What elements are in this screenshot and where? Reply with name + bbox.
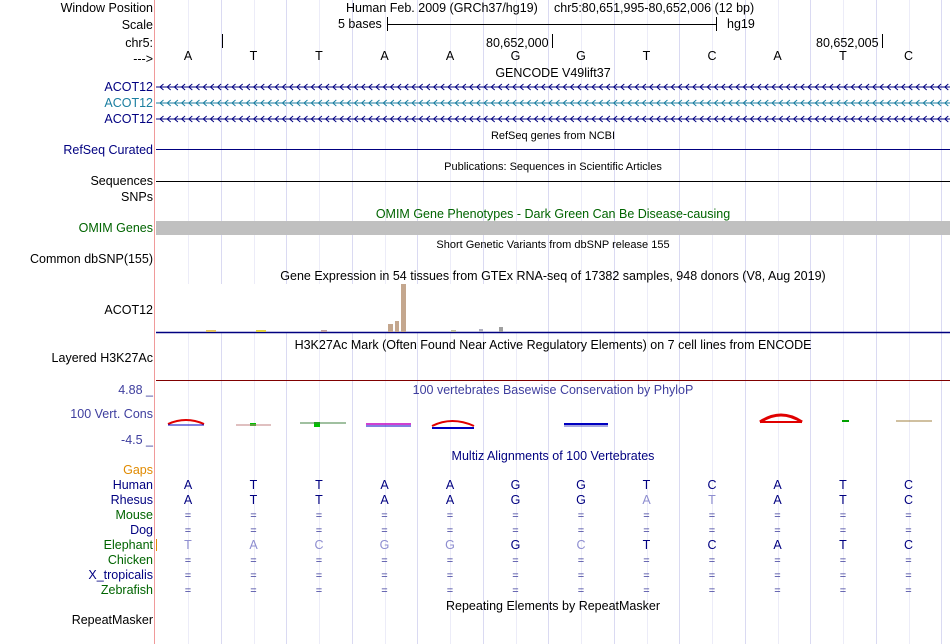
reference-base: T xyxy=(642,49,651,63)
aligned-base: = xyxy=(774,570,781,582)
gtex-bar-small-5 xyxy=(321,330,327,332)
reference-base: A xyxy=(773,49,782,63)
phylop-peak-1 xyxy=(168,420,204,424)
aligned-base: = xyxy=(184,510,192,522)
h3k27ac-baseline[interactable] xyxy=(156,380,950,381)
aligned-base: = xyxy=(708,585,716,597)
aligned-base: = xyxy=(315,510,323,522)
aligned-base: C xyxy=(707,478,717,492)
aligned-base: = xyxy=(446,555,454,567)
gtex-bar-small-3 xyxy=(206,330,216,332)
species-label[interactable]: Dog xyxy=(130,523,153,537)
phylop-min-label: -4.5 _ xyxy=(121,433,153,447)
aligned-base: = xyxy=(250,510,257,522)
aligned-base: C xyxy=(314,538,324,552)
aligned-base: = xyxy=(839,555,847,567)
aligned-base: C xyxy=(903,478,914,492)
track-title-omim: OMIM Gene Phenotypes - Dark Green Can Be Disease-causing xyxy=(375,207,731,221)
aligned-base: A xyxy=(249,538,258,552)
aligned-base: = xyxy=(250,570,257,582)
aligned-base: T xyxy=(249,478,258,492)
track-title-multiz: Multiz Alignments of 100 Vertebrates xyxy=(451,449,655,463)
aligned-base: = xyxy=(708,510,716,522)
publications-line[interactable] xyxy=(156,181,950,182)
aligned-base: = xyxy=(381,555,388,567)
label-window-position: Window Position xyxy=(60,1,153,15)
gtex-bar-testis xyxy=(401,284,406,332)
aligned-base: A xyxy=(773,478,782,492)
label-gtex[interactable]: ACOT12 xyxy=(104,303,153,317)
gtex-expression-plot[interactable] xyxy=(156,284,950,334)
aligned-base: A xyxy=(183,478,193,492)
aligned-base: = xyxy=(774,525,781,537)
gtex-bar-small-2 xyxy=(479,329,483,332)
track-title-gtex: Gene Expression in 54 tissues from GTEx RNA-seq of 17382 samples, 948 donors (V8, Aug 2019) xyxy=(280,269,826,283)
coord-tick-a xyxy=(552,34,553,48)
aligned-base: = xyxy=(381,510,388,522)
aligned-base: = xyxy=(905,555,912,567)
aligned-base: C xyxy=(576,538,586,552)
aligned-base: A xyxy=(380,493,389,507)
gene-model-1[interactable] xyxy=(156,82,950,92)
reference-base: G xyxy=(510,49,521,63)
aligned-base: = xyxy=(905,525,912,537)
aligned-base: = xyxy=(512,510,519,522)
aligned-base: A xyxy=(773,538,782,552)
gtex-plot-background xyxy=(156,284,536,332)
label-gene-1[interactable]: ACOT12 xyxy=(104,80,153,94)
aligned-base: T xyxy=(839,478,847,492)
aligned-base: G xyxy=(510,478,521,492)
gtex-bar-kidney xyxy=(395,321,399,332)
aligned-base: = xyxy=(184,585,192,597)
elephant-gap-marker xyxy=(156,539,157,551)
track-title-gencode: GENCODE V49lift37 xyxy=(495,66,611,80)
aligned-base: = xyxy=(577,510,585,522)
reference-base: C xyxy=(903,49,914,63)
aligned-base: = xyxy=(708,525,716,537)
species-label[interactable]: Mouse xyxy=(115,508,153,522)
aligned-base: C xyxy=(707,538,717,552)
gtex-bar-liver xyxy=(388,324,393,332)
aligned-base: = xyxy=(512,570,519,582)
label-repeatmasker[interactable]: RepeatMasker xyxy=(71,613,153,627)
aligned-base: = xyxy=(184,570,192,582)
aligned-base: = xyxy=(315,585,323,597)
omim-gene-bar[interactable] xyxy=(156,221,950,235)
aligned-base: = xyxy=(774,555,781,567)
aligned-base: A xyxy=(445,493,455,507)
aligned-base: = xyxy=(381,525,388,537)
gtex-bar-small-4 xyxy=(256,330,266,332)
scale-bar-tick-left xyxy=(387,17,388,31)
aligned-base: A xyxy=(183,493,193,507)
aligned-base: A xyxy=(445,478,455,492)
label-gene-3[interactable]: ACOT12 xyxy=(104,112,153,126)
reference-base: T xyxy=(839,49,847,63)
aligned-base: = xyxy=(905,510,912,522)
label-h3k27ac[interactable]: Layered H3K27Ac xyxy=(51,351,153,365)
label-divider xyxy=(154,0,155,644)
aligned-base: = xyxy=(839,570,847,582)
aligned-base: = xyxy=(184,525,192,537)
aligned-base: = xyxy=(446,585,454,597)
gene-model-3[interactable] xyxy=(156,114,950,124)
phylop-max-label: 4.88 _ xyxy=(118,383,153,397)
aligned-base: A xyxy=(773,493,782,507)
reference-base: A xyxy=(183,49,193,63)
position-title: chr5:80,651,995-80,652,006 (12 bp) xyxy=(554,1,755,15)
gene-model-2[interactable] xyxy=(156,98,950,108)
track-title-dbsnp: Short Genetic Variants from dbSNP release 155 xyxy=(436,239,670,251)
phylop-peak-10 xyxy=(760,415,802,422)
aligned-base: = xyxy=(250,555,257,567)
reference-base: A xyxy=(445,49,455,63)
aligned-base: C xyxy=(903,538,914,552)
aligned-base: T xyxy=(839,538,847,552)
species-label[interactable]: Human xyxy=(112,478,153,492)
phylop-peak-5 xyxy=(432,421,474,426)
aligned-base: = xyxy=(643,585,650,597)
aligned-base: G xyxy=(576,493,586,507)
label-gene-2[interactable]: ACOT12 xyxy=(104,96,153,110)
aligned-base: A xyxy=(642,493,651,507)
aligned-base: = xyxy=(577,585,585,597)
aligned-base: T xyxy=(315,493,323,507)
species-label[interactable]: Chicken xyxy=(107,553,153,567)
assembly-title: Human Feb. 2009 (GRCh37/hg19) xyxy=(346,1,538,15)
aligned-base: = xyxy=(643,570,650,582)
track-title-phylop: 100 vertebrates Basewise Conservation by PhyloP xyxy=(412,383,694,397)
aligned-base: = xyxy=(839,510,847,522)
label-refseq[interactable]: RefSeq Curated xyxy=(63,143,153,157)
label-sequences[interactable]: Sequences xyxy=(90,174,153,188)
label-strand-arrow[interactable]: ---> xyxy=(133,52,153,66)
aligned-base: = xyxy=(381,570,388,582)
scale-bar-tick-right xyxy=(716,17,717,31)
species-label[interactable]: Elephant xyxy=(103,538,153,552)
aligned-base: T xyxy=(839,493,847,507)
track-title-refseq: RefSeq genes from NCBI xyxy=(490,130,616,142)
aligned-base: = xyxy=(446,525,454,537)
aligned-base: G xyxy=(379,538,390,552)
coord-tick-b xyxy=(882,34,883,48)
aligned-base: G xyxy=(510,493,521,507)
reference-base: A xyxy=(380,49,389,63)
species-label[interactable]: Rhesus xyxy=(110,493,153,507)
coord-tick-left xyxy=(222,34,223,48)
scale-bar xyxy=(387,24,717,25)
aligned-base: G xyxy=(510,538,521,552)
scale-db: hg19 xyxy=(727,17,755,31)
aligned-base: T xyxy=(708,493,716,507)
label-snps[interactable]: SNPs xyxy=(121,190,153,204)
reference-base: G xyxy=(576,49,586,63)
coord-label-b: 80,652,005 xyxy=(816,36,879,50)
aligned-base: = xyxy=(577,525,585,537)
aligned-base: = xyxy=(512,585,519,597)
track-title-h3k27ac: H3K27Ac Mark (Often Found Near Active Regulatory Elements) on 7 cell lines from ENCODE xyxy=(294,338,812,352)
aligned-base: T xyxy=(642,538,651,552)
coord-label-a: 80,652,000 xyxy=(486,36,549,50)
aligned-base: = xyxy=(905,585,912,597)
aligned-base: = xyxy=(381,585,388,597)
reference-base: C xyxy=(707,49,717,63)
aligned-base: = xyxy=(774,585,781,597)
reference-base: T xyxy=(249,49,258,63)
refseq-gene-line[interactable] xyxy=(156,149,950,150)
aligned-base: = xyxy=(446,510,454,522)
aligned-base: = xyxy=(643,525,650,537)
gtex-bar-small-6 xyxy=(451,330,456,332)
label-omim[interactable]: OMIM Genes xyxy=(78,221,153,235)
aligned-base: = xyxy=(250,585,257,597)
aligned-base: = xyxy=(512,525,519,537)
aligned-base: = xyxy=(315,525,323,537)
label-chrom[interactable]: chr5: xyxy=(125,36,153,50)
species-label[interactable]: X_tropicalis xyxy=(88,568,153,582)
aligned-base: T xyxy=(184,538,192,552)
aligned-base: A xyxy=(380,478,389,492)
aligned-base: = xyxy=(839,585,847,597)
aligned-base: = xyxy=(250,525,257,537)
aligned-base: G xyxy=(576,478,586,492)
label-dbsnp[interactable]: Common dbSNP(155) xyxy=(30,252,153,266)
aligned-base: = xyxy=(512,555,519,567)
scale-length: 5 bases xyxy=(338,17,382,31)
aligned-base: = xyxy=(643,510,650,522)
aligned-base: = xyxy=(577,555,585,567)
aligned-base: = xyxy=(315,555,323,567)
aligned-base: T xyxy=(315,478,323,492)
aligned-base: C xyxy=(903,493,914,507)
aligned-base: T xyxy=(249,493,258,507)
track-title-publications: Publications: Sequences in Scientific Articles xyxy=(444,161,662,173)
aligned-base: = xyxy=(643,555,650,567)
aligned-base: T xyxy=(642,478,651,492)
aligned-base: G xyxy=(445,538,455,552)
label-scale[interactable]: Scale xyxy=(121,18,153,32)
aligned-base: = xyxy=(905,570,912,582)
aligned-base: = xyxy=(839,525,847,537)
aligned-base: = xyxy=(184,555,192,567)
track-title-repeatmasker: Repeating Elements by RepeatMasker xyxy=(445,599,660,613)
gtex-bar-small-1 xyxy=(499,327,503,332)
phylop-plot[interactable] xyxy=(156,398,950,438)
aligned-base: = xyxy=(708,555,716,567)
label-vert-cons[interactable]: 100 Vert. Cons xyxy=(70,407,153,421)
species-label[interactable]: Zebrafish xyxy=(100,583,153,597)
reference-base: T xyxy=(315,49,323,63)
label-gaps[interactable]: Gaps xyxy=(123,463,153,477)
aligned-base: = xyxy=(315,570,323,582)
aligned-base: = xyxy=(708,570,716,582)
aligned-base: = xyxy=(577,570,585,582)
aligned-base: = xyxy=(446,570,454,582)
aligned-base: = xyxy=(774,510,781,522)
